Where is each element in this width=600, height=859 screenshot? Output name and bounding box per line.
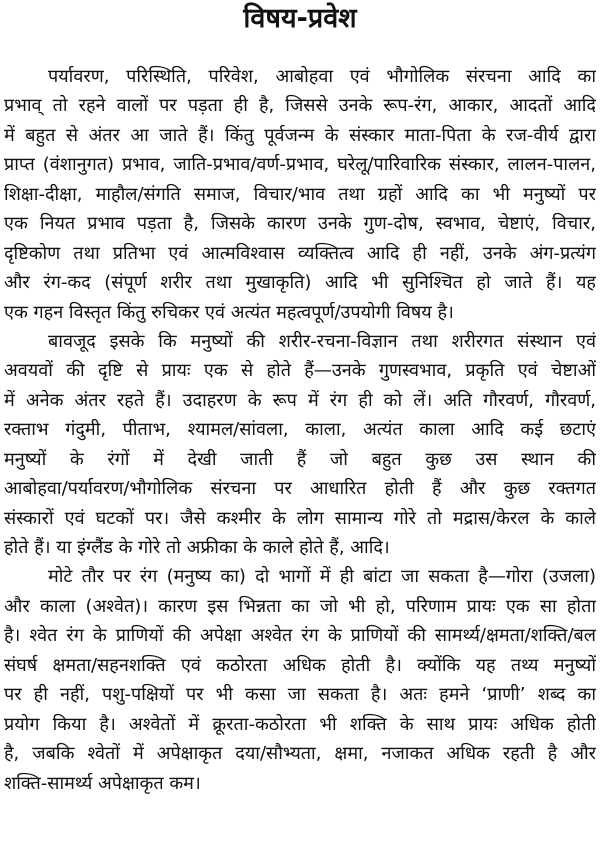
- text-line: होते हैं। या इंग्लैंड के गोरे तो अफ्रीका के काले होते हैं, आदि।: [4, 537, 390, 558]
- paragraph: [4, 327, 596, 563]
- text-line: अवयवों की दृष्टि से प्रायः एक से होते हैं—उनके गुणस्वभाव, प्रकृति एवं चेष्टाओं: [4, 360, 596, 382]
- text-line: प्रयोग किया है। अश्वेतों में क्रूरता-कठोरता भी शक्ति के साथ प्रायः अधिक होती: [4, 713, 596, 735]
- text-line: रक्ताभ गंदुमी, पीताभ, श्यामल/सांवला, काला, अत्यंत काला आदि कई छटाएं: [4, 419, 596, 441]
- text-line: में बहुत से अंतर आ जाते हैं। किंतु पूर्वजन्म के संस्कार माता-पिता के रज-वीर्य द्वारा: [4, 124, 596, 146]
- text-line: आबोहवा/पर्यावरण/भौगोलिक संरचना पर आधारित होती हैं और कुछ रक्तगत: [4, 478, 596, 500]
- text-line: प्रभाव् तो रहने वालों पर पड़ता ही है, जिससे उनके रूप-रंग, आकार, आदतों आदि: [4, 95, 596, 117]
- text-line: संस्कारों एवं घटकों पर। जैसे कश्मीर के लोग सामान्य गोरे तो मद्रास/केरल के काले: [4, 507, 596, 529]
- text-line: मोटे तौर पर रंग (मनुष्य का) दो भागों में ही बांटा जा सकता है—गोरा (उजला): [48, 566, 596, 588]
- text-line: प्राप्त (वंशानुगत) प्रभाव, जाति-प्रभाव/वर्ण-प्रभाव, घरेलू/पारिवारिक संस्कार, लालन-पालन,: [4, 154, 596, 176]
- text-line: एक गहन विस्तृत किंतु रुचिकर एवं अत्यंत महत्वपूर्ण/उपयोगी विषय है।: [4, 301, 454, 323]
- document-body: [4, 62, 596, 798]
- text-line: दृष्टिकोण तथा प्रतिभा एवं आत्मविश्वास व्यक्तित्व आदि ही नहीं, उनके अंग-प्रत्यंग: [4, 242, 596, 264]
- paragraph: [4, 62, 596, 327]
- text-line: शक्ति-सामर्थ्य अपेक्षाकृत कम।: [4, 772, 201, 794]
- text-line: है। श्वेत रंग के प्राणियों की अपेक्षा अश्वेत रंग के प्राणियों की सामर्थ्य/क्षमता/शक्ति/बल: [4, 625, 596, 647]
- text-line: में अनेक अंतर रहते हैं। उदाहरण के रूप में रंग ही को लें। अति गौरवर्ण, गौरवर्ण,: [4, 389, 596, 411]
- text-line: बावजूद इसके कि मनुष्यों की शरीर-रचना-विज्ञान तथा शरीरगत संस्थान एवं: [48, 330, 596, 352]
- page-title: विषय-प्रवेश: [243, 3, 357, 34]
- text-line: मनुष्यों के रंगों में देखी जाती हैं जो बहुत कुछ उस स्थान की: [4, 448, 596, 470]
- text-line: है, जबकि श्वेतों में अपेक्षाकृत दया/सौभ्यता, क्षमा, नजाकत अधिक रहती है और: [4, 743, 596, 765]
- text-line: शिक्षा-दीक्षा, माहौल/संगति समाज, विचार/भाव तथा ग्रहों आदि का भी मनुष्यों पर: [4, 183, 596, 205]
- paragraph: [4, 562, 596, 798]
- text-line: और काला (अश्वेत)। कारण इस भिन्नता का जो भी हो, परिणाम प्रायः एक सा होता: [4, 595, 596, 617]
- text-line: और रंग-कद (संपूर्ण शरीर तथा मुखाकृति) आदि भी सुनिश्चित हो जाते हैं। यह: [4, 272, 596, 294]
- text-line: संघर्ष क्षमता/सहनशक्ति एवं कठोरता अधिक होती है। क्योंकि यह तथ्य मनुष्यों: [4, 654, 596, 676]
- text-line: पर ही नहीं, पशु-पक्षियों पर भी कसा जा सकता है। अतः हमने ‘प्राणी’ शब्द का: [4, 684, 596, 706]
- text-line: एक नियत प्रभाव पड़ता है, जिसके कारण उनके गुण-दोष, स्वभाव, चेष्टाएं, विचार,: [4, 213, 596, 235]
- text-line: पर्यावरण, परिस्थिति, परिवेश, आबोहवा एवं भौगोलिक संरचना आदि का: [48, 66, 596, 87]
